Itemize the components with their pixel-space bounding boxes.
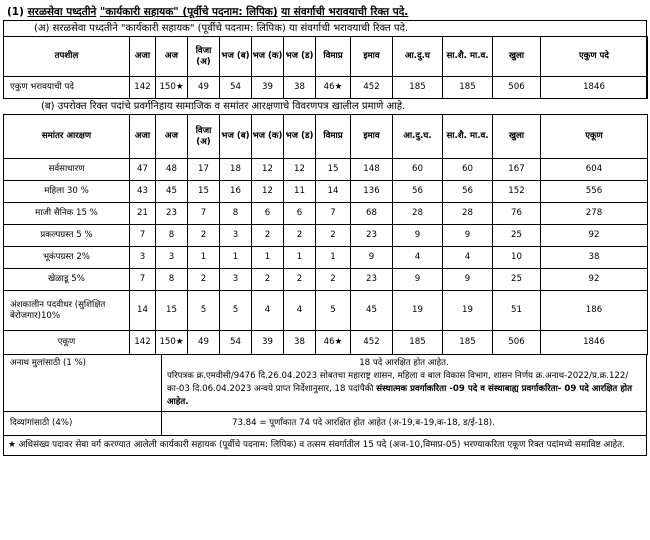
divyang-row [4, 412, 647, 436]
table-cell: 6 [252, 203, 284, 225]
section-b-header-cell: सा.शै. मा.व. [443, 115, 493, 159]
table-cell: 10 [493, 247, 541, 269]
notes-table [3, 354, 647, 436]
section-b-header-cell: एकूण [541, 115, 648, 159]
table-cell: 9 [443, 225, 493, 247]
section-a-header-cell: एकुण पदे [541, 37, 648, 77]
section-a-cell: एकुण भरावयाची पदे [4, 77, 130, 99]
section-a-cell: 185 [393, 77, 443, 99]
table-cell: 60 [443, 159, 493, 181]
table-cell: 19 [393, 291, 443, 331]
table-cell: 9 [393, 269, 443, 291]
section-a-cell: 1846 [541, 77, 648, 99]
table-cell: 46★ [316, 331, 351, 355]
table-cell: 186 [541, 291, 648, 331]
table-cell: 23 [156, 203, 188, 225]
table-cell: 12 [284, 159, 316, 181]
table-cell: 19 [443, 291, 493, 331]
orphan-label: अनाथ मुलांसाठी (1 %) [4, 355, 162, 412]
section-a-header-cell: अज [156, 37, 188, 77]
section-a-header-cell: भज (ब) [220, 37, 252, 77]
table-cell: 506 [493, 331, 541, 355]
footnote: ★ अधिसंख्य पदावर सेवा वर्ग करण्यात आलेली कार्यकारी सहायक (पूर्वीचे पदनाम: लिपिक) व तत्सम संवर्गातील 15 पदे (अज-10,विमाप्र-05) भरण्याकरिता एकूण रिक्त पदांमध्ये समाविष्ट आहेत. [3, 436, 647, 456]
table-cell: 3 [156, 247, 188, 269]
table-cell: 4 [284, 291, 316, 331]
section-a-header-cell: तपशील [4, 37, 130, 77]
section-a-cell: 54 [220, 77, 252, 99]
table-cell: 15 [188, 181, 220, 203]
table-cell: खेळाडू 5% [4, 269, 130, 291]
table-cell: 15 [316, 159, 351, 181]
table-cell: 4 [252, 291, 284, 331]
table-row [4, 269, 648, 291]
section-a-cell: 142 [130, 77, 156, 99]
section-b-header-cell: विजा (अ) [188, 115, 220, 159]
section-b-header-row [4, 115, 648, 159]
table-cell: 51 [493, 291, 541, 331]
table-cell: 45 [351, 291, 393, 331]
table-cell: 5 [220, 291, 252, 331]
table-cell: माजी सैनिक 15 % [4, 203, 130, 225]
table-cell: 2 [188, 269, 220, 291]
table-cell: 49 [188, 331, 220, 355]
table-cell: प्रकल्पग्रस्त 5 % [4, 225, 130, 247]
table-cell: 7 [130, 225, 156, 247]
table-cell: 185 [393, 331, 443, 355]
table-cell: एकूण [4, 331, 130, 355]
document [3, 3, 647, 456]
table-cell: अंशकालीन पदवीधर (सुशिक्षित बेरोजगार)10% [4, 291, 130, 331]
section-a-data-row [4, 77, 648, 99]
table-cell: 1 [188, 247, 220, 269]
section-b-header-cell: आ.दु.घ. [393, 115, 443, 159]
table-cell: 16 [220, 181, 252, 203]
section-b-header-cell: विमाप्र [316, 115, 351, 159]
orphan-text [162, 355, 647, 412]
orphan-paragraph [167, 370, 641, 409]
section-b-table [3, 114, 648, 355]
section-a-header-cell: आ.दु.घ [393, 37, 443, 77]
table-cell: 38 [284, 331, 316, 355]
table-cell: 4 [443, 247, 493, 269]
table-row [4, 291, 648, 331]
table-cell: 56 [393, 181, 443, 203]
section-a-header-cell: सा.शै. मा.व. [443, 37, 493, 77]
table-cell: 25 [493, 225, 541, 247]
table-cell: 9 [393, 225, 443, 247]
table-cell: 152 [493, 181, 541, 203]
table-cell: 8 [220, 203, 252, 225]
table-cell: 39 [252, 331, 284, 355]
table-row [4, 159, 648, 181]
table-cell: 92 [541, 225, 648, 247]
table-cell: 14 [130, 291, 156, 331]
table-cell: 1 [316, 247, 351, 269]
table-cell: 1 [252, 247, 284, 269]
section-a-header-row [4, 37, 648, 77]
table-cell: 17 [188, 159, 220, 181]
table-cell: 28 [443, 203, 493, 225]
table-cell: 167 [493, 159, 541, 181]
table-cell: 12 [252, 159, 284, 181]
table-row [4, 225, 648, 247]
table-cell: 150★ [156, 331, 188, 355]
section-a-header-cell: अजा [130, 37, 156, 77]
section-a-cell: 150★ [156, 77, 188, 99]
section-b-header-cell: खुला [493, 115, 541, 159]
main-title: (1) सरळसेवा पध्दतीने "कार्यकारी सहायक" (पूर्वीचे पदनाम: लिपिक) या संवर्गाची भरावयाची रिक्त पदे. [7, 6, 409, 18]
section-b-label: (ब) उपरोक्त रिक्त पदांचे प्रवर्गनिहाय सामाजिक व समांतर आरक्षणाचे विवरणपत्र खालील प्रमाणे आहे. [41, 101, 406, 112]
section-a-cell: 49 [188, 77, 220, 99]
table-cell: 54 [220, 331, 252, 355]
table-cell: 7 [188, 203, 220, 225]
section-b-header-cell: समांतर आरक्षण [4, 115, 130, 159]
orphan-para-a: परिपत्रक क्र.एमवीसी/9476 दि.26.04.2023 सोबतचा महाराष्ट्र शासन, महिला व बाल विकास विभाग, शासन निर्णय क्र.अनाथ-2022/प्र.क्र.122/का-03 दि.06.04.2023 अन्वये प्राप्त निर्देशानुसार, 18 पदांपैकी [167, 371, 629, 394]
table-cell: 23 [351, 269, 393, 291]
table-cell: 15 [156, 291, 188, 331]
section-a-cell: 38 [284, 77, 316, 99]
table-cell: 6 [284, 203, 316, 225]
orphan-row [4, 355, 647, 412]
section-b-header-cell: इमाव [351, 115, 393, 159]
table-cell: 9 [351, 247, 393, 269]
table-cell: 136 [351, 181, 393, 203]
section-a-cell: 46★ [316, 77, 351, 99]
section-a-header-cell: विजा (अ) [188, 37, 220, 77]
table-cell: 556 [541, 181, 648, 203]
table-cell: 9 [443, 269, 493, 291]
table-cell: 5 [316, 291, 351, 331]
table-cell: 185 [443, 331, 493, 355]
section-a-box [3, 20, 647, 99]
table-cell: 8 [156, 269, 188, 291]
divyang-text: 73.84 = पूर्णांकात 74 पदे आरक्षित होत आहेत (अ-19,ब-19,क-18, ड/ई-18). [162, 412, 647, 436]
orphan-para-b: संस्थात्मक प्रवर्गाकरिता -09 पदे व संस्थाबाह्य प्रवर्गाकरिता- 09 पदे आरक्षित होत आहेत. [167, 384, 633, 407]
table-cell: 2 [284, 269, 316, 291]
table-cell: 604 [541, 159, 648, 181]
section-b-header-cell: भज (ब) [220, 115, 252, 159]
table-cell: 45 [156, 181, 188, 203]
table-cell: 4 [393, 247, 443, 269]
table-row [4, 247, 648, 269]
section-b-header-cell: अजा [130, 115, 156, 159]
section-a-cell: 39 [252, 77, 284, 99]
section-b-header-cell: भज (क) [252, 115, 284, 159]
table-cell: 12 [252, 181, 284, 203]
table-cell: 1 [284, 247, 316, 269]
table-cell: 60 [393, 159, 443, 181]
section-a-header-cell: विमाप्र [316, 37, 351, 77]
table-cell: 47 [130, 159, 156, 181]
table-cell: 14 [316, 181, 351, 203]
section-a-cell: 185 [443, 77, 493, 99]
section-a-header-cell: खुला [493, 37, 541, 77]
table-cell: 5 [188, 291, 220, 331]
table-cell: 28 [393, 203, 443, 225]
table-cell: महिला 30 % [4, 181, 130, 203]
table-cell: 2 [188, 225, 220, 247]
table-cell: 3 [220, 225, 252, 247]
table-cell: 3 [130, 247, 156, 269]
table-cell: 76 [493, 203, 541, 225]
table-cell: 7 [130, 269, 156, 291]
table-cell: सर्वसाधारण [4, 159, 130, 181]
table-cell: 8 [156, 225, 188, 247]
table-cell: 2 [252, 269, 284, 291]
table-cell: 18 [220, 159, 252, 181]
table-row [4, 181, 648, 203]
table-row [4, 331, 648, 355]
table-cell: 2 [316, 225, 351, 247]
section-a-cell: 506 [493, 77, 541, 99]
table-cell: 2 [316, 269, 351, 291]
table-cell: 1846 [541, 331, 648, 355]
table-cell: 148 [351, 159, 393, 181]
table-cell: 2 [252, 225, 284, 247]
table-cell: 142 [130, 331, 156, 355]
orphan-line1: 18 पदे आरक्षित होत आहेत. [359, 358, 449, 368]
table-cell: 43 [130, 181, 156, 203]
table-cell: 92 [541, 269, 648, 291]
table-cell: 1 [220, 247, 252, 269]
table-cell: 452 [351, 331, 393, 355]
table-row [4, 203, 648, 225]
section-a-cell: 452 [351, 77, 393, 99]
table-cell: 56 [443, 181, 493, 203]
section-a-header-cell: भज (क) [252, 37, 284, 77]
section-a-table [3, 36, 648, 99]
table-cell: 21 [130, 203, 156, 225]
table-cell: भूकंपग्रस्त 2% [4, 247, 130, 269]
table-cell: 11 [284, 181, 316, 203]
table-cell: 25 [493, 269, 541, 291]
section-b-header-cell: भज (ड) [284, 115, 316, 159]
table-cell: 38 [541, 247, 648, 269]
table-cell: 278 [541, 203, 648, 225]
table-cell: 23 [351, 225, 393, 247]
table-cell: 48 [156, 159, 188, 181]
table-cell: 68 [351, 203, 393, 225]
section-a-header-cell: भज (ड) [284, 37, 316, 77]
table-cell: 7 [316, 203, 351, 225]
section-a-label: (अ) सरळसेवा पध्दतीने "कार्यकारी सहायक" (पूर्वीचे पदनाम: लिपिक) या संवर्गाची भरावयाची रिक्त पदे. [34, 23, 409, 34]
divyang-label: दिव्यांगांसाठी (4%) [4, 412, 162, 436]
table-cell: 2 [284, 225, 316, 247]
section-a-header-cell: इमाव [351, 37, 393, 77]
table-cell: 3 [220, 269, 252, 291]
section-b-header-cell: अज [156, 115, 188, 159]
